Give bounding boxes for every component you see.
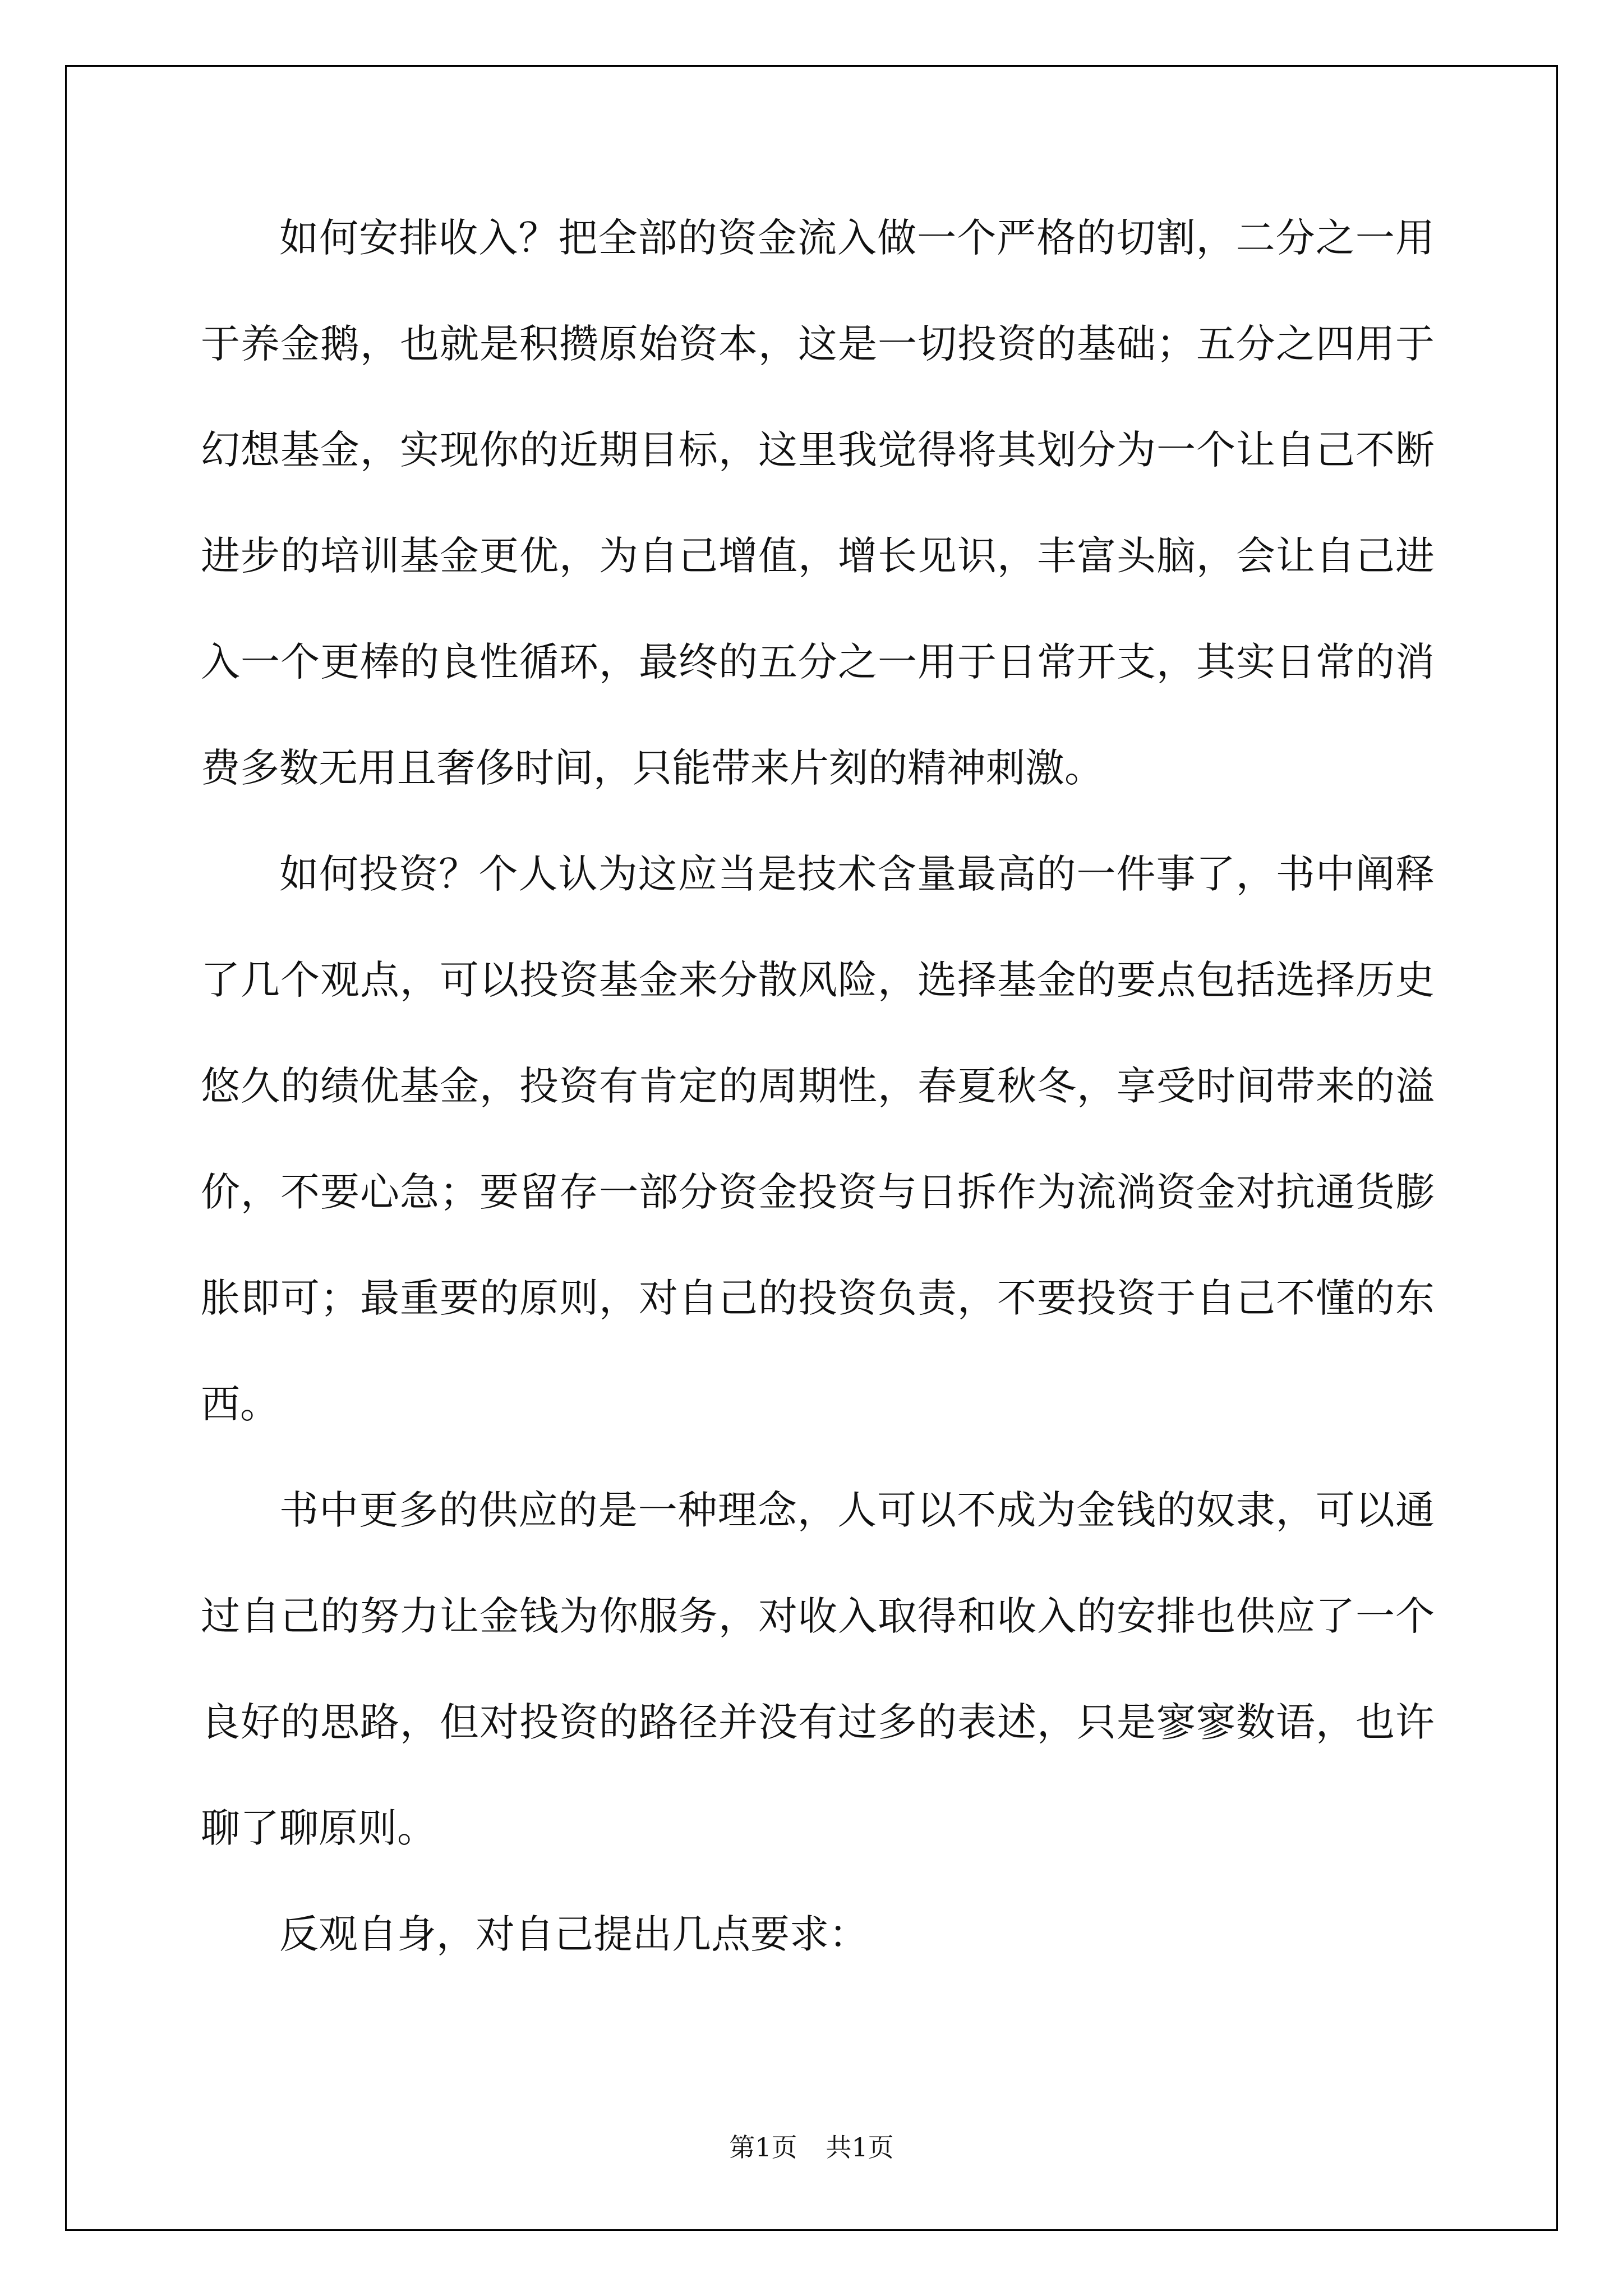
document-body [201, 185, 1435, 1987]
paragraph-book-idea: 书中更多的供应的是一种理念，人可以不成为金钱的奴隶，可以通过自己的努力让金钱为你服务，对收入取得和收入的安排也供应了一个良好的思路，但对投资的路径并没有过多的表述，只是寥寥数语，也许聊了聊原则。 [201, 1487, 1435, 1851]
paragraph-self-reflection: 反观自身，对自己提出几点要求： [279, 1911, 868, 1957]
page-number: 第1页 [729, 2132, 797, 2162]
total-pages: 共1页 [826, 2132, 894, 2162]
paragraph-income: 如何安排收入？把全部的资金流入做一个严格的切割，二分之一用于养金鹅，也就是积攒原始资本，这是一切投资的基础；五分之四用于幻想基金，实现你的近期目标，这里我觉得将其划分为一个让自己不断进步的培训基金更优，为自己增值，增长见识，丰富头脑，会让自己进入一个更棒的良性循环，最终的五分之一用于日常开支，其实日常的消费多数无用且奢侈时间，只能带来片刻的精神刺激。 [201, 215, 1435, 791]
paragraph-investment: 如何投资？个人认为这应当是技术含量最高的一件事了，书中阐释了几个观点，可以投资基金来分散风险，选择基金的要点包括选择历史悠久的绩优基金，投资有肯定的周期性，春夏秋冬，享受时间带来的溢价，不要心急；要留存一部分资金投资与日拆作为流淌资金对抗通货膨胀即可；最重要的原则，对自己的投资负责，不要投资于自己不懂的东西。 [201, 851, 1435, 1427]
page-footer [0, 2127, 1623, 2164]
